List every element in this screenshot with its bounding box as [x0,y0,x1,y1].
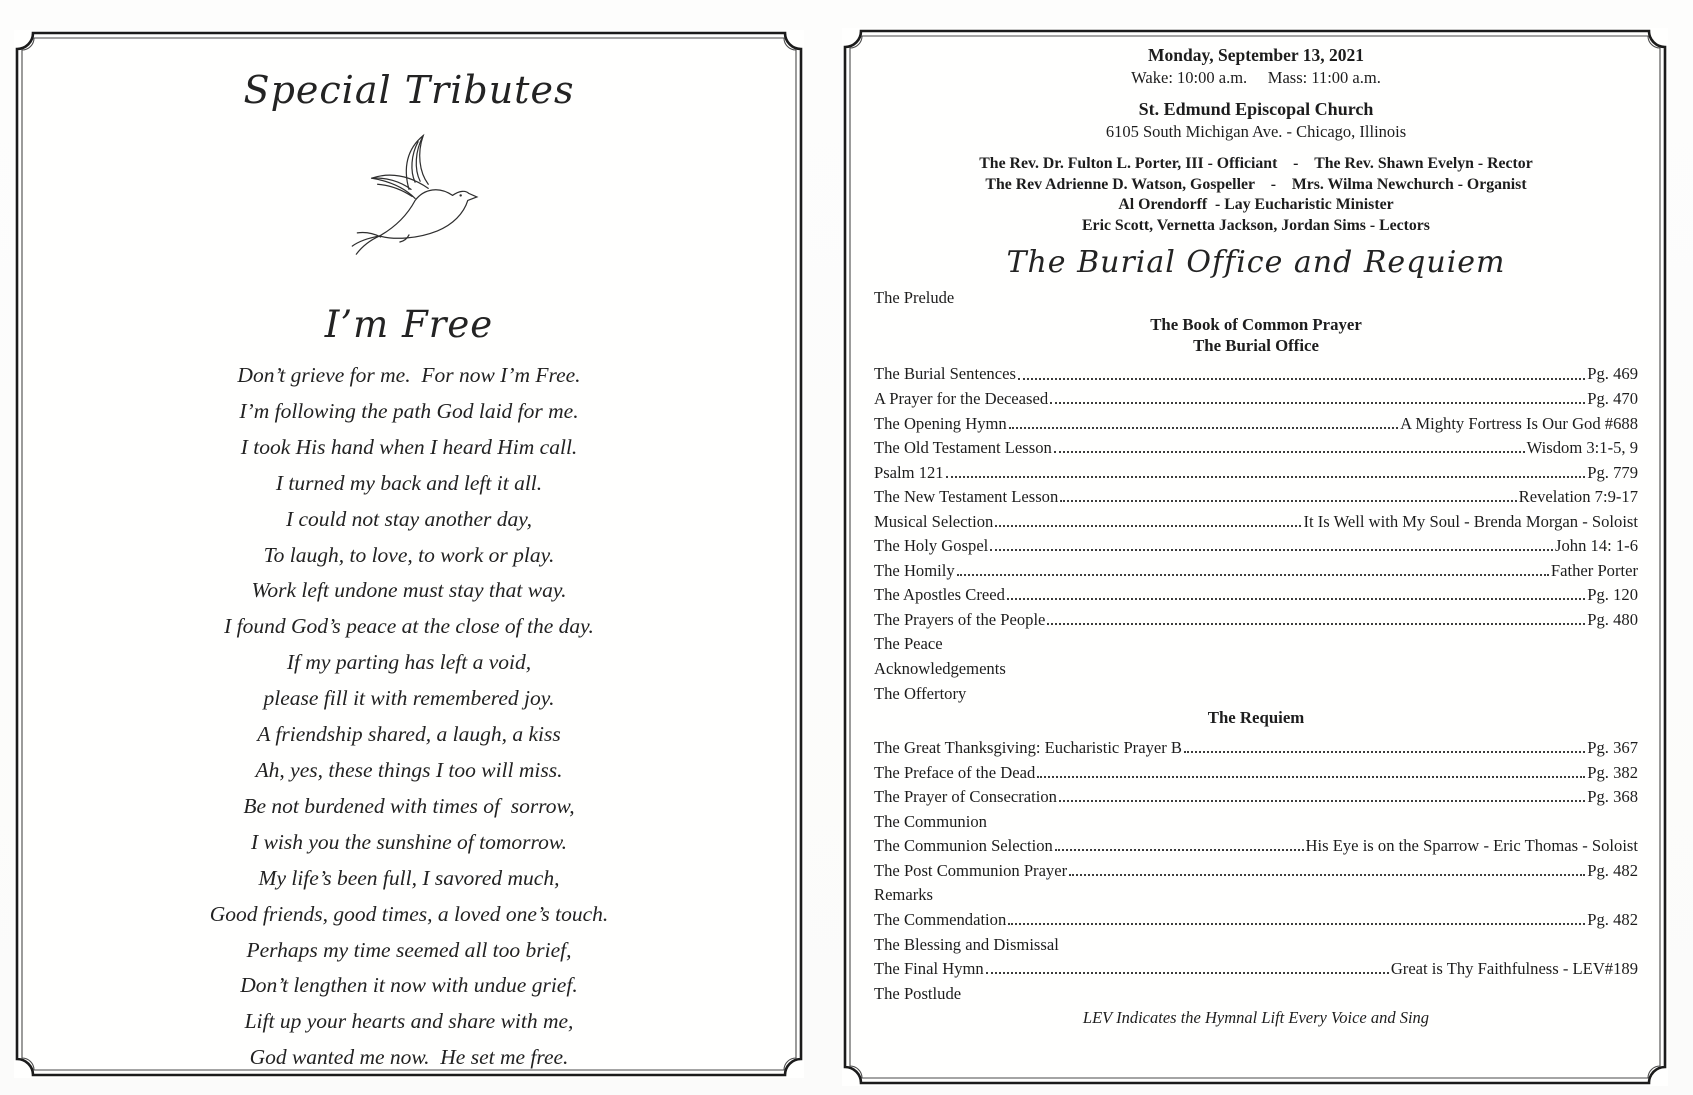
poem-line: Lift up your hearts and share with me, [244,1009,574,1034]
dotted-leader [1059,800,1585,802]
dotted-leader [1008,923,1585,925]
dotted-leader [1050,402,1585,404]
service-item-row [874,506,1638,531]
service-item-row [874,880,1638,905]
dotted-leader [990,549,1553,551]
poem-line: My life’s been full, I savored much, [258,865,560,890]
dotted-leader [995,525,1301,527]
burial-office-list [874,359,1638,703]
dotted-leader [1069,874,1585,876]
service-item-value: Pg. 480 [1587,609,1638,629]
service-item-label: Acknowledgements [874,659,1006,679]
service-item-row [874,359,1638,384]
service-item-row [874,580,1638,605]
service-item-label: The Commendation [874,909,1007,929]
service-item-row [874,408,1638,433]
service-item-row [874,433,1638,458]
poem-line: If my parting has left a void, [286,650,532,675]
service-item-label: The Offertory [874,683,967,703]
service-item-label: The Prayer of Consecration [874,787,1057,807]
service-item-row [874,904,1638,929]
service-item-label: The Prayers of the People [874,609,1046,629]
poem-line: Perhaps my time seemed all too brief, [246,937,572,962]
service-item-label: Musical Selection [874,511,994,531]
service-item-row [874,678,1638,703]
dotted-leader [957,574,1549,576]
dotted-leader [1037,776,1585,778]
dotted-leader [1184,751,1585,753]
dotted-leader [1047,623,1585,625]
service-item-label: The New Testament Lesson [874,487,1059,507]
clergy-line: The Rev. Dr. Fulton L. Porter, III - Officiant - The Rev. Shawn Evelyn - Rector [979,155,1533,172]
service-item-label: The Preface of the Dead [874,762,1036,782]
service-item-label: The Peace [874,634,943,654]
service-item-row [874,482,1638,507]
poem-line: Good friends, good times, a loved one’s touch. [209,901,609,926]
prelude-label: The Prelude [874,288,955,307]
poem-title: I’m Free [324,303,494,346]
service-title: The Burial Office and Requiem [1006,245,1506,280]
clergy-list [874,154,1638,236]
service-item-row [874,929,1638,954]
dotted-leader [1018,378,1585,380]
service-item-value: Pg. 482 [1587,909,1638,929]
church-address: 6105 South Michigan Ave. - Chicago, Illinois [1105,122,1407,141]
service-item-label: The Communion Selection [874,836,1053,856]
service-item-value: Pg. 779 [1587,462,1638,482]
church-name: St. Edmund Episcopal Church [1138,99,1374,119]
dotted-leader [946,476,1586,478]
poem-line: Be not burdened with times of sorrow, [243,793,575,818]
poem-line: I could not stay another day, [285,506,533,531]
service-item-row [874,654,1638,679]
service-item-row [874,733,1638,758]
dove-illustration [44,128,774,281]
poem-line: I’m following the path God laid for me. [239,398,579,423]
service-item-label: The Apostles Creed [874,585,1005,605]
service-item-label: The Homily [874,560,955,580]
dotted-leader [986,972,1389,974]
service-item-label: The Burial Sentences [874,364,1016,384]
service-item-label: The Postlude [874,983,962,1003]
poem-line: To laugh, to love, to work or play. [263,542,555,567]
poem-line: please fill it with remembered joy. [263,686,555,711]
requiem-list [874,733,1638,1003]
service-item-row [874,604,1638,629]
poem-line: Don’t lengthen it now with undue grief. [240,973,578,998]
service-times: Wake: 10:00 a.m. Mass: 11:00 a.m. [1131,68,1381,87]
service-item-value: Pg. 120 [1587,585,1638,605]
service-item-value: It Is Well with My Soul - Brenda Morgan - Soloist [1303,511,1638,531]
service-item-value: His Eye is on the Sparrow - Eric Thomas - Soloist [1305,836,1638,856]
service-item-value: Pg. 368 [1587,787,1638,807]
service-item-row [874,954,1638,979]
dove-icon [333,128,485,276]
service-item-value: Great is Thy Faithfulness - LEV#189 [1390,959,1638,979]
poem-line: I turned my back and left it all. [275,470,543,495]
book-heading-line2: The Burial Office [1193,335,1319,355]
service-item-label: The Communion [874,811,987,831]
dotted-leader [1055,849,1304,851]
dotted-leader [1007,598,1585,600]
service-item-label: The Old Testament Lesson [874,438,1052,458]
service-date: Monday, September 13, 2021 [1148,45,1364,65]
poem-line: God wanted me now. He set me free. [249,1045,569,1070]
book-heading-line1: The Book of Common Prayer [1150,315,1362,334]
service-item-label: The Post Communion Prayer [874,860,1068,880]
poem-line: I took His hand when I heard Him call. [240,434,578,459]
service-item-label: The Opening Hymn [874,413,1007,433]
service-item-value: A Mighty Fortress Is Our God #688 [1400,413,1638,433]
service-item-value: Pg. 469 [1587,364,1638,384]
service-item-value: Pg. 367 [1587,738,1638,758]
service-item-row [874,806,1638,831]
service-item-row [874,978,1638,1003]
dotted-leader [1060,500,1516,502]
service-item-label: A Prayer for the Deceased [874,389,1049,409]
service-item-value: Wisdom 3:1-5, 9 [1526,438,1638,458]
dotted-leader [1009,427,1398,429]
dotted-leader [1054,451,1525,453]
service-item-label: Psalm 121 [874,462,944,482]
service-item-row [874,384,1638,409]
service-item-value: Father Porter [1550,560,1638,580]
service-item-row [874,855,1638,880]
left-page [14,30,804,1078]
service-item-row [874,831,1638,856]
lev-footnote: LEV Indicates the Hymnal Lift Every Voice and Sing [1082,1007,1430,1027]
clergy-line: Al Orendorff - Lay Eucharistic Minister [1118,196,1394,213]
poem-body [44,358,774,1076]
tributes-title: Special Tributes [243,68,575,112]
poem-line: I found God’s peace at the close of the day. [224,614,594,639]
service-item-label: The Blessing and Dismissal [874,934,1059,954]
service-item-row [874,555,1638,580]
right-page [842,28,1668,1086]
service-item-value: John 14: 1-6 [1555,536,1638,556]
service-item-row [874,782,1638,807]
poem-line: Work left undone must stay that way. [251,578,567,603]
requiem-heading: The Requiem [1207,707,1305,727]
poem-line: A friendship shared, a laugh, a kiss [257,722,561,747]
service-item-label: The Great Thanksgiving: Eucharistic Prayer B [874,738,1182,758]
service-item-label: The Holy Gospel [874,536,989,556]
service-item-label: The Final Hymn [874,959,984,979]
poem-line: Don’t grieve for me. For now I’m Free. [237,363,581,387]
service-item-value: Pg. 470 [1587,389,1638,409]
service-item-value: Pg. 482 [1587,860,1638,880]
service-item-value: Revelation 7:9-17 [1518,487,1638,507]
service-item-value: Pg. 382 [1587,762,1638,782]
service-item-label: Remarks [874,885,933,905]
service-item-row [874,757,1638,782]
poem-line: Ah, yes, these things I too will miss. [255,757,563,782]
service-item-row [874,457,1638,482]
clergy-line: The Rev Adrienne D. Watson, Gospeller - Mrs. Wilma Newchurch - Organist [985,175,1527,193]
service-item-row [874,531,1638,556]
clergy-line: Eric Scott, Vernetta Jackson, Jordan Sims - Lectors [1082,216,1430,234]
service-item-row [874,629,1638,654]
poem-line: I wish you the sunshine of tomorrow. [251,829,567,854]
